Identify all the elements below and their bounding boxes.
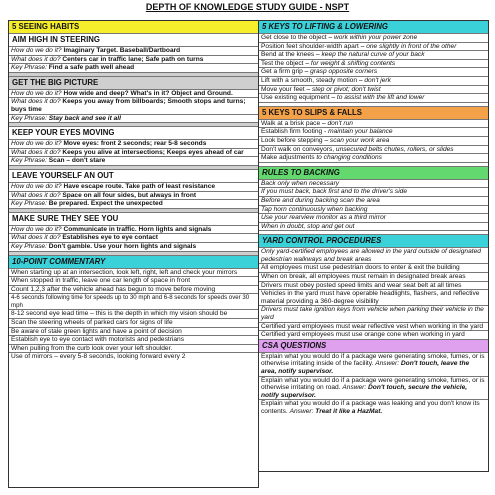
big-picture-what: What does it do? Keeps you away from billboards; Smooth stops and turns; buys time: [9, 98, 258, 114]
leave-out-key-phrase: Key Phrase: Be prepared. Expect the unexpected: [9, 200, 258, 209]
big-picture-how: How do we do it? How wide and deep? What's in it? Object and Ground.: [9, 90, 258, 99]
csa-question: Explain what you would do if a package were generating smoke, fumes, or is otherwise irritating on road. Answer: Don't touch, secure the vehicle, notify supervisor.: [259, 377, 488, 401]
seeing-habits-header: 5 SEEING HABITS: [9, 21, 258, 34]
commentary-item: Use of mirrors – every 5-8 seconds, looking forward every 2: [11, 353, 186, 361]
eyes-moving-key-phrase: Key Phrase: Scan – don't stare: [9, 157, 258, 166]
yard-header: YARD CONTROL PROCEDURES: [259, 235, 488, 248]
page-title: DEPTH OF KNOWLEDGE STUDY GUIDE - NSPT: [145, 2, 350, 12]
yard-item: Drivers must take ignition keys from vehicle when parking their vehicle in the yard: [259, 306, 488, 322]
see-you-how: How do we do it? Communicate in traffic. Horn lights and signals: [9, 226, 258, 235]
slips-item: Look before stepping – scan your work area: [259, 137, 488, 146]
see-you-key-phrase: Key Phrase: Don't gamble. Use your horn lights and signals: [9, 243, 258, 252]
csa-header: CSA QUESTIONS: [259, 340, 488, 353]
eyes-moving-header: KEEP YOUR EYES MOVING: [9, 127, 258, 140]
left-column: [8, 20, 259, 488]
backing-item: Before and during backing scan the area: [259, 197, 488, 206]
leave-out-how: How do we do it? Have escape route. Take path of least resistance: [9, 183, 258, 192]
slips-header: 5 KEYS TO SLIPS & FALLS: [259, 107, 488, 120]
see-you-header: MAKE SURE THEY SEE YOU: [9, 213, 258, 226]
commentary-item: 8-12 second eye lead time – this is the depth in which my vision should be: [9, 310, 258, 319]
backing-item: If you must back, back first and to the driver's side: [259, 188, 488, 197]
slips-item: Don't walk on conveyors, unsecured belts chutes, rollers, or slides: [259, 146, 488, 155]
commentary-item: 4-6 seconds following time for speeds up to 30 mph and 6-8 seconds for speeds over 30 mph: [9, 294, 258, 310]
lifting-item: Get a firm grip – grasp opposite corners: [259, 68, 488, 77]
commentary-header: 10-POINT COMMENTARY: [9, 256, 258, 269]
big-picture-key-phrase: Key Phrase: Stay back and see it all: [9, 115, 258, 124]
commentary-item: Scan the steering wheels of parked cars for signs of life: [9, 319, 258, 328]
big-picture-header: GET THE BIG PICTURE: [9, 77, 258, 90]
slips-item: Establish firm footing - maintain your balance: [259, 128, 488, 137]
slips-item: Walk at a brisk pace – don't run: [259, 120, 488, 129]
backing-item: Tap horn continuously when backing: [259, 206, 488, 215]
csa-question: Explain what you would do if a package were generating smoke, fumes, or is otherwise irritating inside of the facility. Answer: Don't touch, leave the area, notify supervisor.: [259, 353, 488, 377]
yard-item: Vehicles in the yard must have operable headlights, flashers, and reflective material providing a 360-degree visibility: [259, 290, 488, 306]
backing-item: Use your rearview monitor as a third mirror: [259, 214, 488, 223]
lifting-item: Lift with a smooth, steady motion – don't jerk: [259, 77, 488, 86]
aim-high-key-phrase: Key Phrase: Find a safe path well ahead: [9, 64, 258, 73]
aim-high-how: How do we do it? Imaginary Target. Baseball/Dartboard: [9, 47, 258, 56]
lifting-item: Test the object – for weight & shifting contents: [259, 60, 488, 69]
commentary-item: Count 1,2,3 after the vehicle ahead has begun to move before moving: [9, 286, 258, 295]
commentary-item: When starting up at an intersection, look left, right, left and check your mirrors: [9, 269, 258, 278]
lifting-header: 5 KEYS TO LIFTING & LOWERING: [259, 21, 488, 34]
eyes-moving-how: How do we do it? Move eyes: front 2 seconds; rear 5-8 seconds: [9, 140, 258, 149]
aim-high-what: What does it do? Centers car in traffic lane; Safe path on turns: [9, 56, 258, 65]
commentary-item: When stopped in traffic, leave one car length of space in front: [9, 277, 258, 286]
lifting-item: Use existing equipment – to assist with the lift and lower: [259, 94, 488, 103]
right-column: [258, 20, 489, 472]
backing-header: RULES TO BACKING: [259, 167, 488, 180]
lifting-item: Position feet shoulder-width apart – one slightly in front of the other: [259, 43, 488, 52]
aim-high-header: AIM HIGH IN STEERING: [9, 34, 258, 47]
yard-item: Only yard-certified employees are allowed in the yard outside of designated pedestrian walkways and break areas: [259, 248, 488, 264]
slips-item: Make adjustments to changing conditions: [259, 154, 488, 163]
commentary-item: Establish eye to eye contact with motorists and pedestrians: [9, 336, 258, 345]
yard-item: All employees must use pedestrian doors to enter & exit the building: [259, 264, 488, 273]
yard-item: Certified yard employees must use orange cone when working in yard: [259, 331, 488, 340]
yard-item: Certified yard employees must wear reflective vest when working in the yard: [259, 323, 488, 332]
lifting-item: Bend at the knees – keep the natural curve of your back: [259, 51, 488, 60]
csa-question: Explain what you would do if a package was leaking and you don't know its contents. Answer: Treat it like a HazMat.: [261, 400, 480, 415]
yard-item: Drivers must obey posted speed limits and wear seat belt at all times: [259, 282, 488, 291]
lifting-item: Move your feet – step or pivot; don't twist: [259, 86, 488, 95]
backing-item: When in doubt, stop and get out: [259, 223, 488, 232]
lifting-item: Get close to the object – work within your power zone: [259, 34, 488, 43]
leave-out-header: LEAVE YOURSELF AN OUT: [9, 170, 258, 183]
leave-out-what: What does it do? Space on all four sides, but always in front: [9, 192, 258, 201]
backing-item: Back only when necessary: [259, 180, 488, 189]
yard-item: When on break, all employees must remain in designated break areas: [259, 273, 488, 282]
see-you-what: What does it do? Establishes eye to eye contact: [9, 234, 258, 243]
commentary-item: When pulling from the curb look over your left shoulder.: [9, 345, 258, 354]
commentary-item: Be aware of stale green lights and have a point of decision: [9, 328, 258, 337]
eyes-moving-what: What does it do? Keeps you alive at intersections; Keeps eyes ahead of car: [9, 149, 258, 158]
